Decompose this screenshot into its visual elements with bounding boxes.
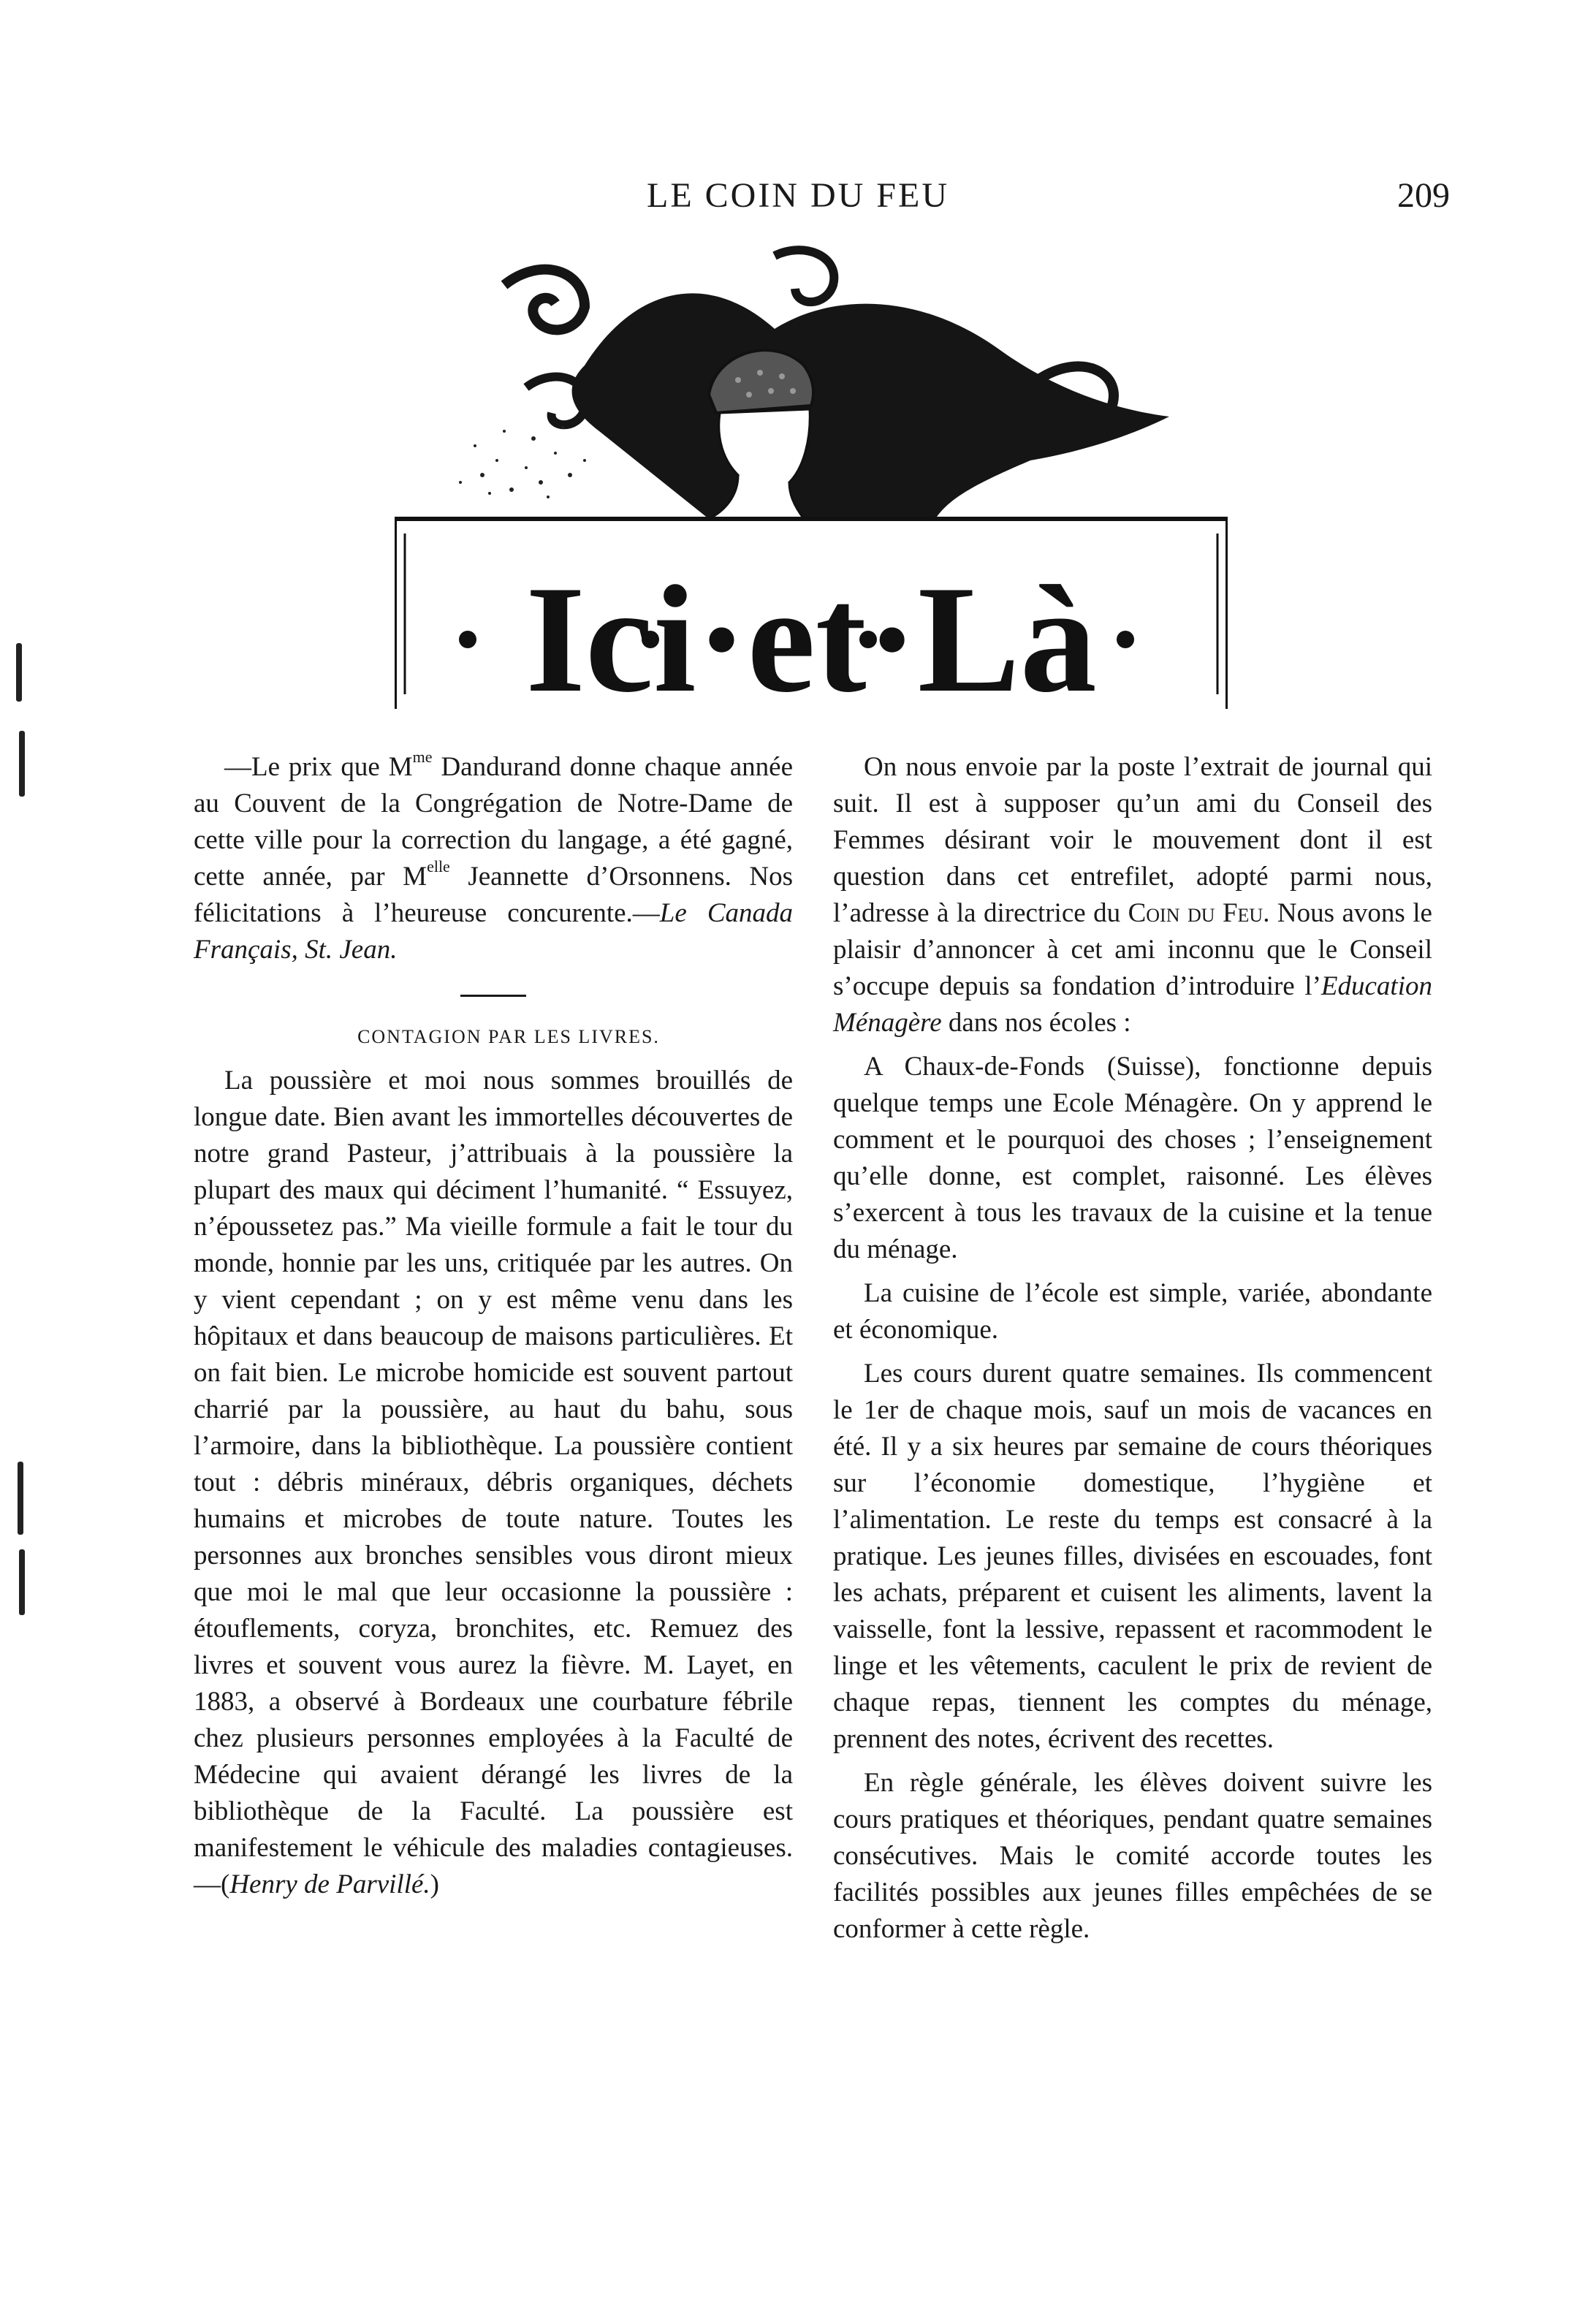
text-run: Jeannette d’Orsonnens. Nos félicitations à l’heureuse concurente.— (194, 862, 793, 928)
margin-mark (18, 1462, 23, 1535)
left-column (194, 749, 793, 1903)
banner-illustration (395, 241, 1228, 724)
section-divider (460, 995, 526, 997)
text-run: dans nos écoles : (941, 1008, 1131, 1038)
page-number: 209 (1397, 176, 1450, 215)
text-run: On nous envoie par la poste l’extrait de journal qui suit. Il est à supposer qu’un ami du Conseil des Femmes désirant voir le mouvement dont il est question dans cet entrefilet, adopté parmi nous, l’adresse à la directrice du (833, 752, 1432, 928)
source-citation: Henry de Parvillé. (229, 1869, 430, 1899)
margin-mark (19, 1549, 25, 1615)
text-run: —Le prix que M (224, 752, 413, 782)
source-citation: Le Canada Français, St. Jean. (194, 898, 793, 965)
ici-et-la-banner (395, 241, 1228, 724)
section-heading: CONTAGION PAR LES LIVRES. (357, 1026, 660, 1047)
article-paragraph (194, 1063, 793, 1903)
superscript: me (412, 748, 433, 766)
margin-mark (16, 643, 22, 702)
italic-term: Education Ménagère (833, 971, 1432, 1038)
journal-name: Coin du Feu (1128, 898, 1264, 928)
margin-mark (19, 731, 25, 797)
body-paragraph: A Chaux-de-Fonds (Suisse), fonctionne depuis quelque temps une Ecole Ménagère. On y apprend le comment et le pourquoi des choses ; l’enseignement qu’elle donne, est complet, raisonné. Les élèves s’exercent à tous les travaux de la cuisine et la tenue du ménage. (833, 1052, 1432, 1264)
superscript: elle (427, 857, 450, 876)
right-column (833, 749, 1432, 1948)
running-title: LE COIN DU FEU (647, 176, 949, 215)
body-paragraph: La cuisine de l’école est simple, variée, abondante et économique. (833, 1278, 1432, 1345)
text-run: . Nous avons le plaisir d’annoncer à cet ami inconnu que le Conseil s’occupe depuis sa fondation d’introduire l’ (833, 898, 1432, 1001)
banner-title: Ici·et·Là (525, 555, 1097, 724)
body-paragraph: En règle générale, les élèves doivent suivre les cours pratiques et théoriques, pendant quatre semaines consécutives. Mais le comité accorde toutes les facilités possibles aux jeunes filles empêchées de se conformer à cette règle. (833, 1768, 1432, 1944)
body-paragraph: Les cours durent quatre semaines. Ils commencent le 1er de chaque mois, sauf un mois de vacances en été. Il y a six heures par semaine de cours théoriques sur l’économie domestique, l’hygiène et l’alimentation. Le reste du temps est consacré à la pratique. Les jeunes filles, divisées en escouades, font les achats, préparent et cuisent les aliments, lavent la vaisselle, font la lessive, repassent et racommodent le linge et les vêtements, caculent le prix de revient de chaque repas, tiennent les comptes du ménage, prennent des notes, écrivent des recettes. (833, 1359, 1432, 1754)
text-run: ) (430, 1869, 439, 1899)
text-run: Dandurand donne chaque année au Couvent de la Congrégation de Notre-Dame de cette ville pour la correction du langage, a été gagné, cette année, par M (194, 752, 793, 892)
announcement-paragraph (194, 749, 793, 968)
intro-paragraph (833, 749, 1432, 1041)
running-head (0, 175, 1596, 227)
text-run: La poussière et moi nous sommes brouillés de longue date. Bien avant les immortelles découvertes de notre grand Pasteur, j’attribuais à la poussière la plupart des maux qui déciment l’humanité. “ Essuyez, n’époussetez pas.” Ma vieille formule a fait le tour du monde, honnie par les uns, critiquée par les autres. On y vient cependant ; on y est même venu dans les hôpitaux et dans beaucoup de maisons particulières. Et on fait bien. Le microbe homicide est souvent partout charrié par la poussière, au haut du bahu, sous l’armoire, dans la bibliothèque. La poussière contient tout : débris minéraux, débris organiques, déchets humains et microbes de toute nature. Toutes les personnes aux bronches sensibles vous diront mieux que moi le mal que leur occasionne la poussière : étouflements, coryza, bronchites, etc. Remuez des livres et souvent vous aurez la fièvre. M. Layet, en 1883, a observé à Bordeaux une courbature fébrile chez plusieurs personnes employées à la Faculté de Médecine qui avaient dérangé les livres de la bibliothèque de la Faculté. La poussière est manifestement le véhicule des maladies contagieuses.—( (194, 1066, 793, 1899)
